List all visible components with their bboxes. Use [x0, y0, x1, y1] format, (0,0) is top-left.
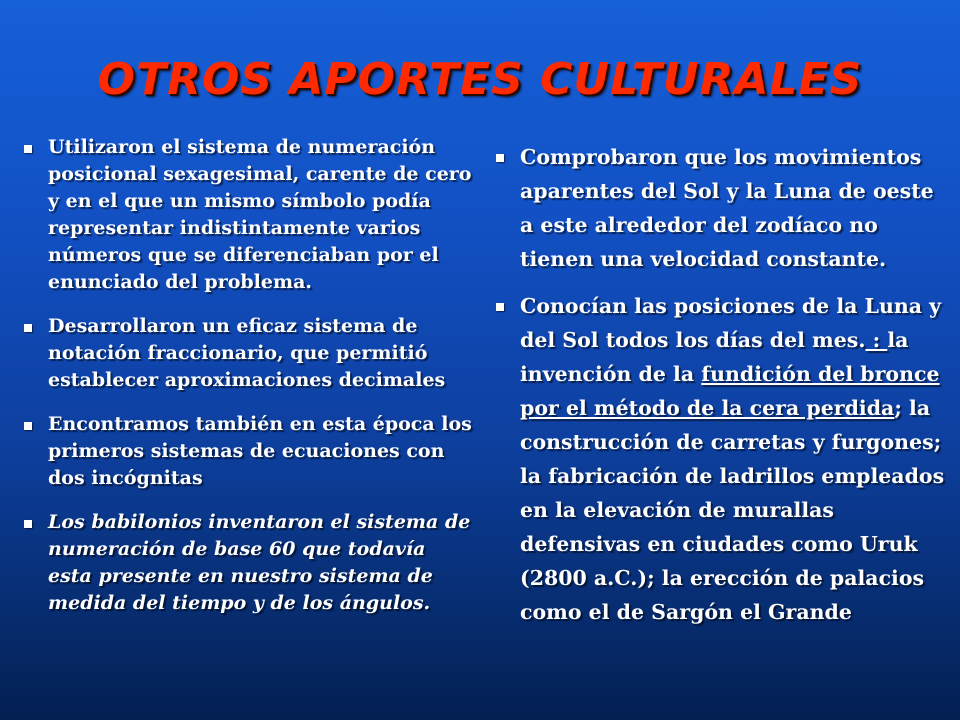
square-bullet-icon [496, 154, 504, 162]
square-bullet-icon [24, 324, 32, 332]
left-bullet-item-3 [22, 411, 472, 492]
inline-link-colon[interactable]: : [865, 328, 888, 352]
left-bullet-item-4 [22, 509, 472, 617]
left-bullet-list [22, 134, 472, 634]
square-bullet-icon [24, 520, 32, 528]
square-bullet-icon [496, 303, 504, 311]
inline-link-bronze-casting[interactable]: fundición del bronce por el método de la cera perdida [520, 362, 940, 420]
left-bullet-text-4: Los babilonios inventaron el sistema de numeración de base 60 que todavía esta presente en nuestro sistema de medida del tiempo y de los ángulos. [48, 511, 471, 614]
left-bullet-text-2: Desarrollaron un eficaz sistema de notación fraccionario, que permitió establecer aproximaciones decimales [48, 315, 446, 391]
square-bullet-icon [24, 145, 32, 153]
right-bullet-item-1 [494, 140, 950, 276]
right-bullet-text-1: Comprobaron que los movimientos aparentes del Sol y la Luna de oeste a este alrededor del zodíaco no tienen una velocidad constante. [520, 145, 934, 271]
square-bullet-icon [24, 422, 32, 430]
slide-title: OTROS APORTES CULTURALES [97, 54, 863, 105]
left-bullet-item-1 [22, 134, 472, 296]
left-bullet-text-3: Encontramos también en esta época los primeros sistemas de ecuaciones con dos incógnitas [48, 413, 472, 489]
left-bullet-item-2 [22, 313, 472, 394]
right-bullet-list [494, 140, 950, 642]
right-bullet-text-2a: Conocían las posiciones de la Luna y del Sol todos los días del mes. [520, 294, 942, 352]
right-bullet-text-2c: ; la construcción de carretas y furgones; la fabricación de ladrillos empleados en la elevación de murallas defensivas en ciudades como Uruk (2800 a.C.); la erección de palacios como el de Sargón el Grande [520, 396, 945, 624]
right-bullet-text-2b: la invención de la [520, 328, 909, 386]
right-bullet-item-2 [494, 289, 950, 629]
left-bullet-text-1: Utilizaron el sistema de numeración posicional sexagesimal, carente de cero y en el que un mismo símbolo podía representar indistintamente varios números que se diferenciaban por el enunciado del problema. [48, 136, 472, 293]
